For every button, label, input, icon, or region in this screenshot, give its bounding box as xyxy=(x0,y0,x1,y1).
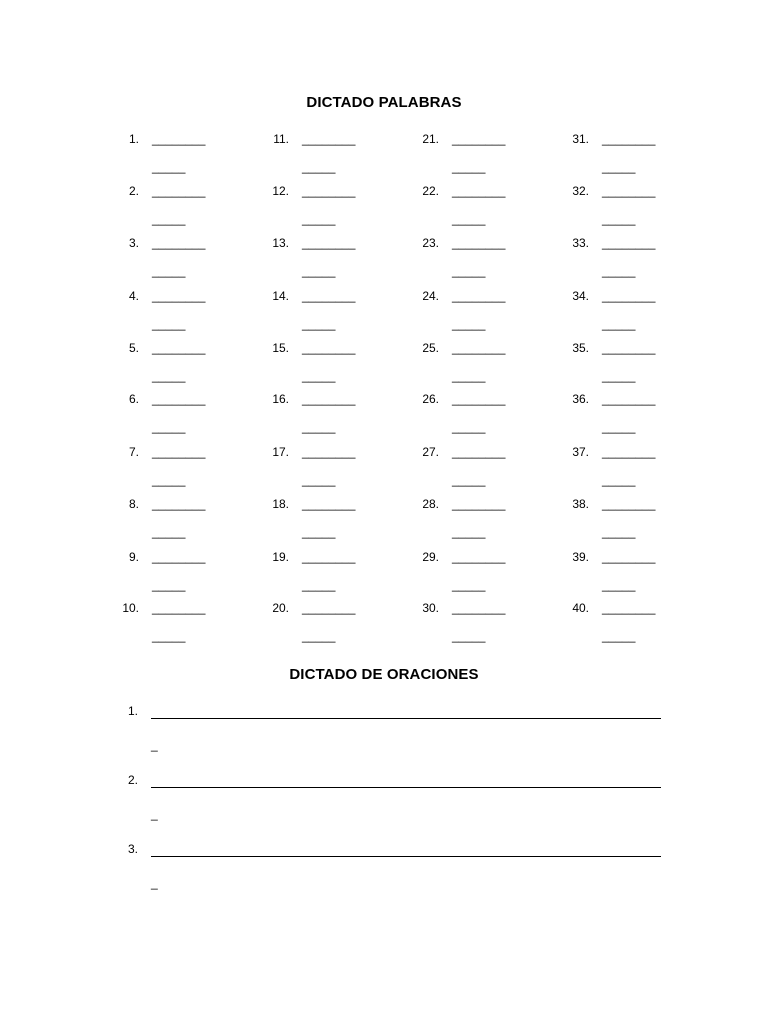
answer-blank-short: _____ xyxy=(452,578,486,592)
answer-blank-long: ________ xyxy=(152,289,206,303)
answer-blank-long: ________ xyxy=(302,392,356,406)
word-number: 33. xyxy=(572,236,589,250)
word-number: 2. xyxy=(128,184,139,198)
answer-blank-short: _____ xyxy=(452,160,486,174)
answer-blank-long: ________ xyxy=(602,184,656,198)
answer-blank-long: ________ xyxy=(302,289,356,303)
word-item xyxy=(129,546,279,598)
word-number: 8. xyxy=(128,497,139,511)
word-item xyxy=(129,493,279,545)
word-number: 38. xyxy=(572,497,589,511)
word-number: 31. xyxy=(572,132,589,146)
word-item xyxy=(572,493,729,545)
answer-blank-long: ________ xyxy=(602,392,656,406)
answer-blank-short: _____ xyxy=(152,264,186,278)
answer-blank-long: ________ xyxy=(302,184,356,198)
sentence-number: 2. xyxy=(128,773,139,787)
answer-blank-long: ________ xyxy=(452,341,506,355)
answer-blank-long: ________ xyxy=(602,289,656,303)
answer-blank-short: _____ xyxy=(152,629,186,643)
word-number: 14. xyxy=(272,289,289,303)
answer-blank-short: _____ xyxy=(452,264,486,278)
word-number: 28. xyxy=(422,497,439,511)
answer-blank-short: _____ xyxy=(152,473,186,487)
answer-blank-short: _____ xyxy=(602,264,636,278)
word-item xyxy=(129,388,279,440)
word-number: 5. xyxy=(128,341,139,355)
answer-blank-long: ________ xyxy=(152,341,206,355)
answer-blank-long: ________ xyxy=(452,497,506,511)
answer-blank-long: ________ xyxy=(452,445,506,459)
word-item xyxy=(272,232,429,284)
word-item xyxy=(422,180,579,232)
answer-blank-short: _____ xyxy=(152,317,186,331)
answer-blank-long: ________ xyxy=(452,289,506,303)
answer-blank-short: _____ xyxy=(602,369,636,383)
answer-blank-short: _____ xyxy=(602,473,636,487)
word-number: 1. xyxy=(128,132,139,146)
word-item xyxy=(572,597,729,649)
answer-blank-short: _____ xyxy=(302,525,336,539)
sentence-item xyxy=(0,769,768,837)
answer-blank-short: _____ xyxy=(302,212,336,226)
word-item xyxy=(572,128,729,180)
word-number: 10. xyxy=(122,601,139,615)
word-item xyxy=(422,441,579,493)
word-item xyxy=(272,546,429,598)
word-number: 27. xyxy=(422,445,439,459)
answer-blank-long: ________ xyxy=(302,132,356,146)
word-item xyxy=(422,493,579,545)
answer-blank-long: ________ xyxy=(602,550,656,564)
word-item xyxy=(272,180,429,232)
word-item xyxy=(422,546,579,598)
answer-blank-long: ________ xyxy=(302,601,356,615)
answer-blank-short: _____ xyxy=(302,264,336,278)
answer-blank-long: ________ xyxy=(452,236,506,250)
word-number: 16. xyxy=(272,392,289,406)
word-number: 17. xyxy=(272,445,289,459)
answer-blank-long: ________ xyxy=(452,392,506,406)
word-number: 7. xyxy=(128,445,139,459)
word-item xyxy=(129,337,279,389)
word-number: 9. xyxy=(128,550,139,564)
word-item xyxy=(422,232,579,284)
word-number: 13. xyxy=(272,236,289,250)
answer-blank-short: _____ xyxy=(152,212,186,226)
answer-blank-short: _____ xyxy=(602,420,636,434)
answer-blank-long: ________ xyxy=(452,601,506,615)
word-item xyxy=(272,597,429,649)
word-item xyxy=(422,285,579,337)
word-item xyxy=(272,441,429,493)
word-item xyxy=(572,232,729,284)
word-number: 34. xyxy=(572,289,589,303)
answer-blank-long: ________ xyxy=(152,236,206,250)
sentence-number: 1. xyxy=(128,704,139,718)
word-number: 3. xyxy=(128,236,139,250)
word-item xyxy=(129,128,279,180)
word-number: 26. xyxy=(422,392,439,406)
word-item xyxy=(572,337,729,389)
answer-blank-long: ________ xyxy=(302,236,356,250)
word-number: 29. xyxy=(422,550,439,564)
answer-blank-short: _____ xyxy=(452,525,486,539)
answer-blank-short: _____ xyxy=(602,160,636,174)
word-number: 40. xyxy=(572,601,589,615)
answer-blank-long: ________ xyxy=(452,550,506,564)
word-item xyxy=(572,180,729,232)
word-item xyxy=(572,388,729,440)
answer-blank-short: _____ xyxy=(452,629,486,643)
word-number: 37. xyxy=(572,445,589,459)
word-number: 11. xyxy=(273,132,289,146)
word-item xyxy=(572,546,729,598)
word-item xyxy=(572,441,729,493)
word-number: 15. xyxy=(272,341,289,355)
word-number: 24. xyxy=(422,289,439,303)
answer-blank-long: ________ xyxy=(302,497,356,511)
sentence-answer-tail: _ xyxy=(151,807,158,821)
answer-blank-long: ________ xyxy=(152,184,206,198)
word-item xyxy=(422,337,579,389)
sentence-number: 3. xyxy=(128,842,139,856)
answer-blank-short: _____ xyxy=(152,160,186,174)
answer-blank-short: _____ xyxy=(602,212,636,226)
answer-blank-long: ________ xyxy=(602,132,656,146)
word-item xyxy=(122,597,279,649)
answer-blank-long: ________ xyxy=(152,392,206,406)
answer-blank-long: ________ xyxy=(152,601,206,615)
answer-blank-long: ________ xyxy=(452,132,506,146)
word-item xyxy=(272,493,429,545)
word-item xyxy=(129,285,279,337)
word-number: 18. xyxy=(272,497,289,511)
word-number: 39. xyxy=(572,550,589,564)
word-item xyxy=(129,441,279,493)
answer-blank-short: _____ xyxy=(452,212,486,226)
answer-blank-long: ________ xyxy=(602,445,656,459)
answer-blank-long: ________ xyxy=(602,601,656,615)
answer-blank-long: ________ xyxy=(152,497,206,511)
page-title-sentences: DICTADO DE ORACIONES xyxy=(289,666,479,683)
answer-blank-short: _____ xyxy=(152,369,186,383)
sentence-item xyxy=(0,838,768,906)
word-number: 12. xyxy=(272,184,289,198)
word-item xyxy=(273,128,429,180)
answer-blank-short: _____ xyxy=(302,629,336,643)
answer-blank-long: ________ xyxy=(602,236,656,250)
answer-blank-short: _____ xyxy=(602,525,636,539)
word-number: 19. xyxy=(272,550,289,564)
answer-blank-long: ________ xyxy=(302,445,356,459)
word-item xyxy=(272,337,429,389)
word-item xyxy=(129,232,279,284)
answer-blank-long: ________ xyxy=(152,445,206,459)
word-number: 4. xyxy=(128,289,139,303)
sentence-answer-line xyxy=(151,773,661,788)
answer-blank-short: _____ xyxy=(452,473,486,487)
answer-blank-short: _____ xyxy=(602,578,636,592)
answer-blank-short: _____ xyxy=(152,525,186,539)
word-item xyxy=(572,285,729,337)
word-number: 36. xyxy=(572,392,589,406)
answer-blank-short: _____ xyxy=(302,420,336,434)
answer-blank-short: _____ xyxy=(452,317,486,331)
answer-blank-short: _____ xyxy=(452,420,486,434)
sentence-answer-tail: _ xyxy=(151,876,158,890)
word-number: 32. xyxy=(572,184,589,198)
word-number: 35. xyxy=(572,341,589,355)
sentence-answer-line xyxy=(151,704,661,719)
answer-blank-short: _____ xyxy=(602,629,636,643)
word-item xyxy=(129,180,279,232)
word-number: 23. xyxy=(422,236,439,250)
word-number: 20. xyxy=(272,601,289,615)
word-item xyxy=(422,597,579,649)
answer-blank-long: ________ xyxy=(152,550,206,564)
word-item xyxy=(422,128,579,180)
word-number: 30. xyxy=(422,601,439,615)
word-number: 25. xyxy=(422,341,439,355)
answer-blank-short: _____ xyxy=(602,317,636,331)
word-number: 21. xyxy=(422,132,439,146)
sentence-answer-line xyxy=(151,842,661,857)
answer-blank-long: ________ xyxy=(302,341,356,355)
sentence-answer-tail: _ xyxy=(151,738,158,752)
answer-blank-long: ________ xyxy=(302,550,356,564)
answer-blank-short: _____ xyxy=(302,578,336,592)
answer-blank-short: _____ xyxy=(152,420,186,434)
answer-blank-long: ________ xyxy=(452,184,506,198)
answer-blank-short: _____ xyxy=(302,317,336,331)
answer-blank-short: _____ xyxy=(452,369,486,383)
answer-blank-short: _____ xyxy=(152,578,186,592)
answer-blank-short: _____ xyxy=(302,160,336,174)
word-number: 6. xyxy=(128,392,139,406)
sentence-item xyxy=(0,700,768,768)
word-item xyxy=(422,388,579,440)
answer-blank-long: ________ xyxy=(602,341,656,355)
answer-blank-short: _____ xyxy=(302,473,336,487)
answer-blank-short: _____ xyxy=(302,369,336,383)
answer-blank-long: ________ xyxy=(602,497,656,511)
word-item xyxy=(272,388,429,440)
answer-blank-long: ________ xyxy=(152,132,206,146)
word-number: 22. xyxy=(422,184,439,198)
word-item xyxy=(272,285,429,337)
page-title-words: DICTADO PALABRAS xyxy=(306,94,462,111)
